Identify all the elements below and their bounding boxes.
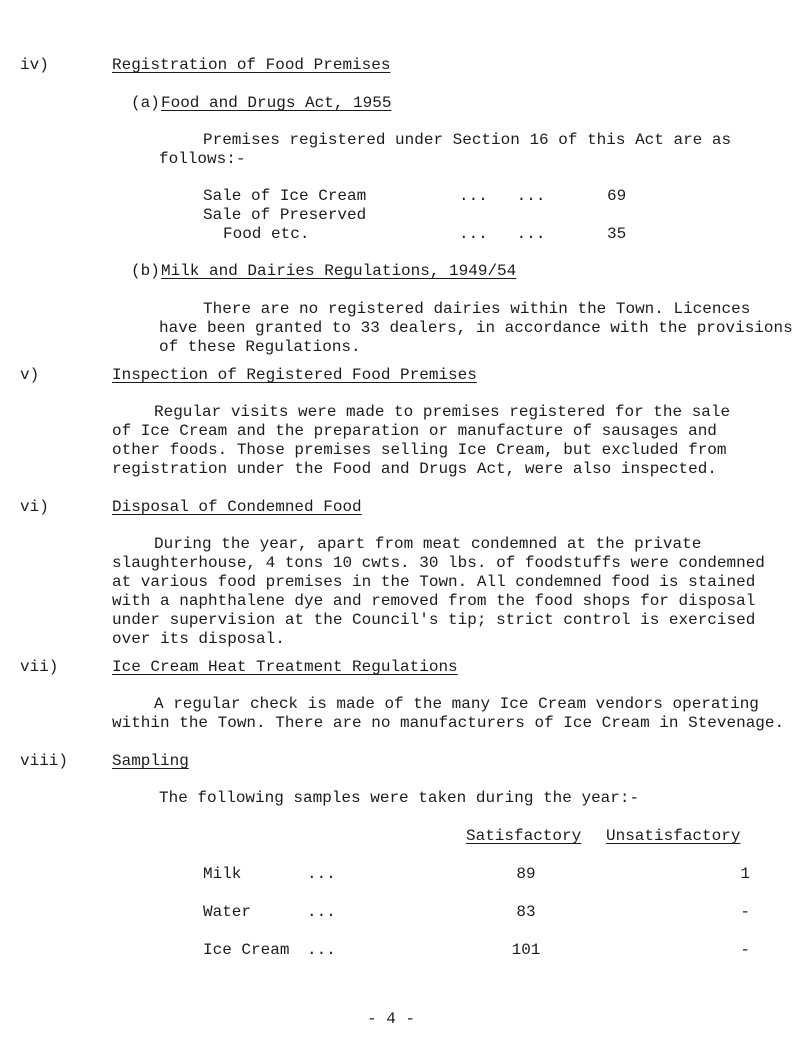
registration-label: Sale of Preserved	[203, 206, 367, 224]
paragraph-line: other foods. Those premises selling Ice Cream, but excluded from	[112, 441, 727, 459]
page-number: - 4 -	[367, 1010, 416, 1028]
subsection-title-a: Food and Drugs Act, 1955	[161, 94, 392, 112]
paragraph-line: under supervision at the Council's tip; strict control is exercised	[112, 611, 756, 629]
section-numeral-v: v)	[20, 366, 40, 384]
paragraph-line: registration under the Food and Drugs Act, were also inspected.	[112, 460, 717, 478]
section-numeral-vii: vii)	[20, 658, 59, 676]
sample-unsatisfactory-count: 1	[740, 865, 750, 883]
paragraph-line: Regular visits were made to premises registered for the sale	[154, 403, 731, 421]
paragraph-line: with a naphthalene dye and removed from the food shops for disposal	[112, 592, 756, 610]
column-header-satisfactory: Satisfactory	[466, 827, 582, 845]
column-header-unsatisfactory: Unsatisfactory	[606, 827, 741, 845]
paragraph-line: A regular check is made of the many Ice Cream vendors operating	[154, 695, 759, 713]
leader-dots: ...	[307, 865, 336, 883]
section-heading-viii: Sampling	[112, 752, 189, 770]
sample-satisfactory-count: 89	[516, 865, 536, 883]
sample-satisfactory-count: 83	[516, 903, 536, 921]
paragraph-line: follows:-	[159, 150, 246, 168]
paragraph-line: There are no registered dairies within the Town. Licences	[203, 300, 751, 318]
paragraph-line: of Ice Cream and the preparation or manufacture of sausages and	[112, 422, 717, 440]
section-heading-iv: Registration of Food Premises	[112, 56, 391, 74]
subsection-label-a: (a)	[131, 94, 160, 112]
section-numeral-viii: viii)	[20, 752, 69, 770]
paragraph-line: Premises registered under Section 16 of this Act are as	[203, 131, 732, 149]
paragraph-line: slaughterhouse, 4 tons 10 cwts. 30 lbs. of foodstuffs were condemned	[112, 554, 765, 572]
paragraph-line: over its disposal.	[112, 630, 285, 648]
sample-unsatisfactory-count: -	[740, 903, 750, 921]
section-heading-vii: Ice Cream Heat Treatment Regulations	[112, 658, 458, 676]
paragraph-line: The following samples were taken during the year:-	[159, 789, 640, 807]
section-numeral-vi: vi)	[20, 498, 49, 516]
leader-dots: ... ...	[459, 225, 546, 243]
leader-dots: ...	[307, 903, 336, 921]
leader-dots: ...	[307, 941, 336, 959]
section-heading-v: Inspection of Registered Food Premises	[112, 366, 477, 384]
paragraph-line: within the Town. There are no manufacturers of Ice Cream in Stevenage.	[112, 714, 785, 732]
paragraph-line: of these Regulations.	[159, 338, 361, 356]
paragraph-line: at various food premises in the Town. All condemned food is stained	[112, 573, 756, 591]
registration-count: 35	[607, 225, 627, 243]
section-heading-vi: Disposal of Condemned Food	[112, 498, 362, 516]
sample-unsatisfactory-count: -	[740, 941, 750, 959]
registration-count: 69	[607, 187, 627, 205]
registration-label: Food etc.	[223, 225, 310, 243]
sample-satisfactory-count: 101	[511, 941, 541, 959]
registration-label: Sale of Ice Cream	[203, 187, 367, 205]
paragraph-line: During the year, apart from meat condemned at the private	[154, 535, 702, 553]
leader-dots: ... ...	[459, 187, 546, 205]
subsection-label-b: (b)	[131, 262, 160, 280]
sample-name: Water	[203, 903, 252, 921]
sample-name: Milk	[203, 865, 242, 883]
paragraph-line: have been granted to 33 dealers, in accordance with the provisions	[159, 319, 793, 337]
subsection-title-b: Milk and Dairies Regulations, 1949/54	[161, 262, 517, 280]
sample-name: Ice Cream	[203, 941, 290, 959]
section-numeral-iv: iv)	[20, 56, 49, 74]
